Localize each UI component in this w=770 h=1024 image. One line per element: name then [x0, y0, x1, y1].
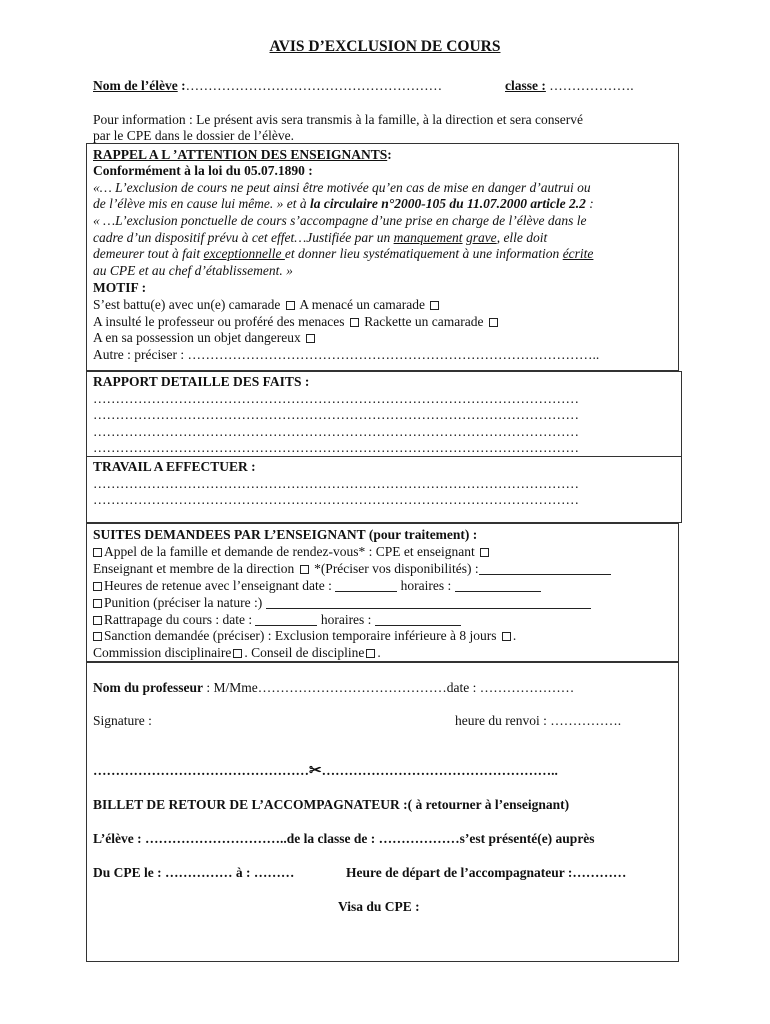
retenue-label: Heures de retenue avec l’enseignant date :: [104, 578, 336, 593]
quote1-line-2: [93, 196, 594, 212]
travail-line-1[interactable]: ………………………………………………………………………………………………: [93, 476, 579, 491]
quote1-text: de l’élève mis en cause lui même. » et à: [93, 196, 311, 211]
motif-autre-field[interactable]: ………………………………………………………………………………..: [184, 347, 600, 362]
conseil-checkbox[interactable]: [366, 649, 375, 658]
quote2-line-4: au CPE et au chef d’établissement. »: [93, 263, 293, 278]
sanction-label: Sanction demandée (préciser) : Exclusion temporaire inférieure à 8 jours: [104, 628, 497, 643]
professeur-line: [93, 680, 574, 696]
punition-field[interactable]: [266, 597, 591, 609]
retenue-checkbox[interactable]: [93, 582, 102, 591]
suites-row-6: [93, 628, 516, 644]
motif-row-3: [93, 330, 317, 346]
quote2-line-3: [93, 246, 593, 262]
exclusion-temporaire-checkbox[interactable]: [502, 632, 511, 641]
info-line-1: Pour information : Le présent avis sera transmis à la famille, à la direction et sera conservé: [93, 112, 583, 127]
punition-label: Punition (préciser la nature :): [104, 595, 266, 610]
sanction-checkbox[interactable]: [93, 632, 102, 641]
class-field[interactable]: ……………….: [545, 78, 634, 93]
cut-line-right: ……………………………………………..: [321, 763, 558, 778]
motif-weapon-checkbox[interactable]: [306, 334, 315, 343]
student-name-label: Nom de l’élève: [93, 78, 178, 93]
quote2-ecrite: écrite: [562, 246, 594, 261]
appel-famille-checkbox[interactable]: [93, 548, 102, 557]
rapport-line-2[interactable]: ………………………………………………………………………………………………: [93, 407, 579, 422]
motif-insult-checkbox[interactable]: [350, 318, 359, 327]
disponibilites-field[interactable]: [479, 563, 611, 575]
rappel-heading-colon: :: [387, 147, 392, 162]
student-name-field[interactable]: …………………………………………………: [185, 78, 443, 93]
billet-heading: BILLET DE RETOUR DE L’ACCOMPAGNATEUR :( à retourner à l’enseignant): [93, 797, 570, 812]
punition-checkbox[interactable]: [93, 599, 102, 608]
cpe-enseignant-checkbox[interactable]: [480, 548, 489, 557]
conseil-label: . Conseil de discipline: [244, 645, 365, 660]
motif-option-threat: A menacé un camarade: [299, 297, 425, 312]
rapport-line-3[interactable]: ………………………………………………………………………………………………: [93, 424, 579, 439]
student-line: [93, 78, 442, 94]
quote2-line-1: « …L’exclusion ponctuelle de cours s’accompagne d’une prise en charge de l’élève dans le: [93, 213, 587, 228]
motif-option-racket: Rackette un camarade: [364, 314, 484, 329]
retenue-horaires-label: horaires :: [397, 578, 455, 593]
motif-option-fight: S’est battu(e) avec un(e) camarade: [93, 297, 281, 312]
cut-line-left: …………………………………………: [93, 763, 309, 778]
visa-label: Visa du CPE :: [338, 899, 420, 914]
page-title: AVIS D’EXCLUSION DE COURS: [269, 38, 501, 55]
motif-autre-line: [93, 347, 599, 363]
motif-row-1: [93, 297, 441, 313]
quote2-line-2: [93, 230, 547, 246]
motif-option-weapon: A en sa possession un objet dangereux: [93, 330, 301, 345]
quote2-text-a: cadre d’un dispositif prévu à cet effet…Justifiée par un: [93, 230, 394, 245]
signature-label: Signature :: [93, 713, 152, 728]
suites-row-4: [93, 595, 591, 611]
quote2-text-b: , elle doit: [496, 230, 548, 245]
student-name-sep: :: [177, 78, 186, 93]
quote2-exceptionnelle: exceptionnelle: [203, 246, 285, 261]
rattrapage-label: Rattrapage du cours : date :: [104, 612, 256, 627]
rapport-line-4[interactable]: ………………………………………………………………………………………………: [93, 440, 579, 455]
law-reference: Conformément à la loi du 05.07.1890 :: [93, 163, 313, 178]
professeur-field[interactable]: : M/Mme……………………………………date : …………………: [203, 680, 575, 695]
quote2-grave: grave: [465, 230, 497, 245]
suites-row-1: [93, 544, 491, 560]
quote1-colon: :: [585, 196, 594, 211]
motif-fight-checkbox[interactable]: [286, 301, 295, 310]
cpe-enseignant-label: : CPE et enseignant: [365, 544, 475, 559]
disponibilites-label: *(Préciser vos disponibilités) :: [310, 561, 479, 576]
motif-heading: MOTIF :: [93, 280, 147, 295]
renvoi-field[interactable]: heure du renvoi : …………….: [455, 713, 622, 728]
eleve-line[interactable]: L’élève : …………………………..de la classe de : ………………s’est présenté(e) auprès: [93, 831, 595, 846]
class-line: [505, 78, 634, 94]
scissors-icon: ✂: [309, 763, 322, 779]
travail-heading: TRAVAIL A EFFECTUER :: [93, 459, 256, 474]
retenue-horaires-field[interactable]: [455, 580, 541, 592]
sanction-end: .: [512, 628, 517, 643]
motif-row-2: [93, 314, 500, 330]
suites-row-7: [93, 645, 381, 661]
rappel-heading-line: [93, 147, 392, 163]
retenue-date-field[interactable]: [335, 580, 397, 592]
rattrapage-horaires-label: horaires :: [317, 612, 375, 627]
motif-racket-checkbox[interactable]: [489, 318, 498, 327]
motif-option-insult: A insulté le professeur ou proféré des menaces: [93, 314, 345, 329]
suites-row-2: [93, 561, 611, 577]
commission-label: Commission disciplinaire: [93, 645, 232, 660]
professeur-label: Nom du professeur: [93, 680, 204, 695]
info-line-2: par le CPE dans le dossier de l’élève.: [93, 128, 294, 143]
quote1-line-1: «… L’exclusion de cours ne peut ainsi être motivée qu’en cas de mise en danger d’autrui ou: [93, 180, 591, 195]
rattrapage-horaires-field[interactable]: [375, 614, 461, 626]
motif-threat-checkbox[interactable]: [430, 301, 439, 310]
cpe-date-field[interactable]: Du CPE le : …………… à : ………: [93, 865, 295, 880]
conseil-end: .: [377, 645, 381, 660]
class-label: classe :: [505, 78, 546, 93]
rattrapage-checkbox[interactable]: [93, 616, 102, 625]
quote2-text-d: et donner lieu systématiquement à une information: [284, 246, 563, 261]
direction-label: Enseignant et membre de la direction: [93, 561, 295, 576]
quote2-text-c: demeurer tout à fait: [93, 246, 204, 261]
rapport-heading: RAPPORT DETAILLE DES FAITS :: [93, 374, 310, 389]
suites-row-3: [93, 578, 541, 594]
commission-checkbox[interactable]: [233, 649, 242, 658]
suites-row-5: [93, 612, 461, 628]
appel-famille-label: Appel de la famille et demande de rendez-vous*: [104, 544, 366, 559]
quote2-manquement: manquement: [393, 230, 463, 245]
circulaire-reference: la circulaire n°2000-105 du 11.07.2000 article 2.2: [310, 196, 586, 211]
travail-line-2[interactable]: ………………………………………………………………………………………………: [93, 492, 579, 507]
rappel-heading: RAPPEL A L ’ATTENTION DES ENSEIGNANTS: [93, 147, 388, 162]
direction-checkbox[interactable]: [300, 565, 309, 574]
motif-autre-label: Autre : préciser :: [93, 347, 185, 362]
depart-field[interactable]: Heure de départ de l’accompagnateur :…………: [346, 865, 627, 880]
suites-heading: SUITES DEMANDEES PAR L’ENSEIGNANT (pour traitement) :: [93, 527, 478, 542]
rapport-line-1[interactable]: ………………………………………………………………………………………………: [93, 391, 579, 406]
rattrapage-date-field[interactable]: [255, 614, 317, 626]
cut-line: [93, 763, 558, 779]
